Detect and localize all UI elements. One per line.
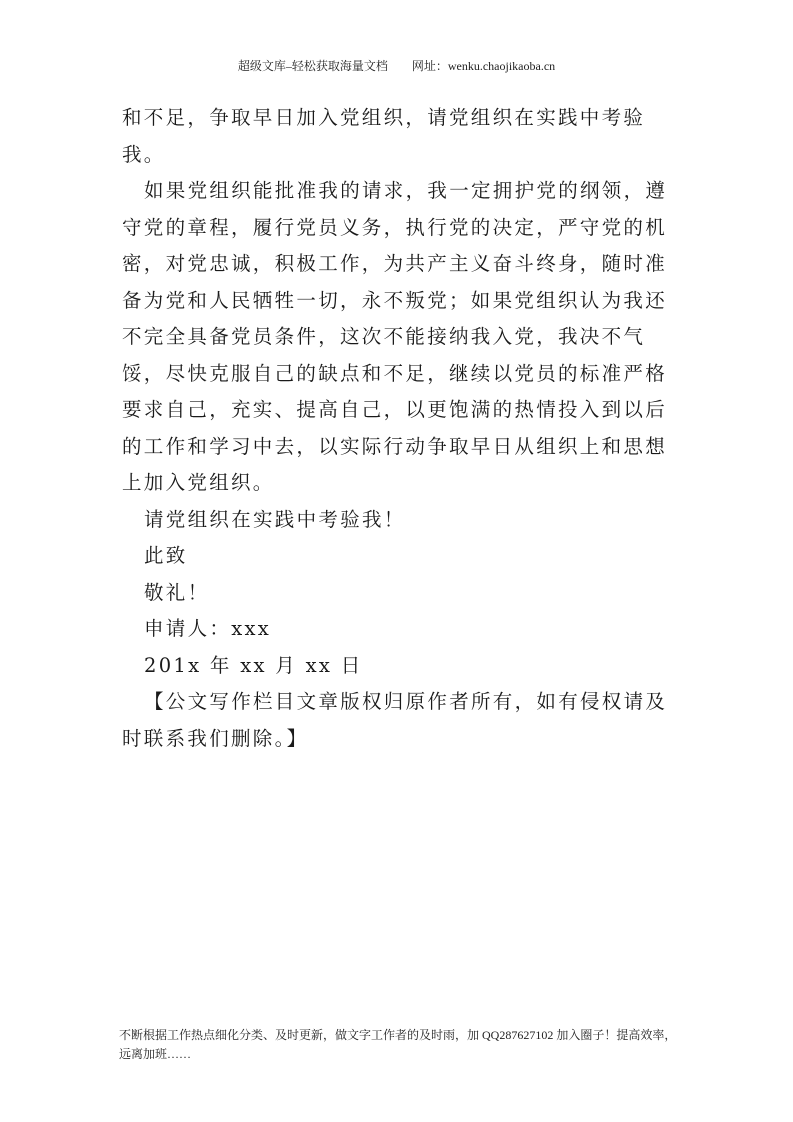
signoff-block [122, 538, 678, 684]
page-header [0, 57, 793, 74]
applicant-line: 申请人：xxx [144, 617, 272, 640]
site-name: 超级文库–轻松获取海量文档 [237, 59, 388, 73]
site-url: 网址：wenku.chaojikaoba.cn [411, 59, 556, 73]
document-body [122, 100, 678, 757]
page-footer: 不断根据工作热点细化分类、及时更新，做文字工作者的及时雨，加 QQ287627102 加入圈子！提高效率，远离加班…… [119, 1028, 677, 1061]
paragraph: 如果党组织能批准我的请求，我一定拥护党的纲领，遵守党的章程，履行党员义务，执行党的决定，严守党的机密，对党忠诚，积极工作，为共产主义奋斗终身，随时准备为党和人民牺牲一切，永不叛党；如果党组织认为我还不完全具备党员条件，这次不能接纳我入党，我决不气馁，尽快克服自己的缺点和不足，继续以党员的标准严格要求自己，充实、提高自己，以更饱满的热情投入到以后的工作和学习中去，以实际行动争取早日从组织上和思想上加入党组织。 [122, 179, 668, 494]
salute-line: 敬礼！ [144, 580, 210, 604]
paragraph: 和不足，争取早日加入党组织，请党组织在实践中考验我。 [122, 106, 646, 166]
date-line: 201x 年 xx 月 xx 日 [144, 653, 363, 677]
closing-line: 此致 [144, 544, 188, 567]
paragraph: 请党组织在实践中考验我！ [144, 507, 406, 531]
copyright-notice: 【公文写作栏目文章版权归原作者所有，如有侵权请及时联系我们删除。】 [122, 690, 668, 750]
